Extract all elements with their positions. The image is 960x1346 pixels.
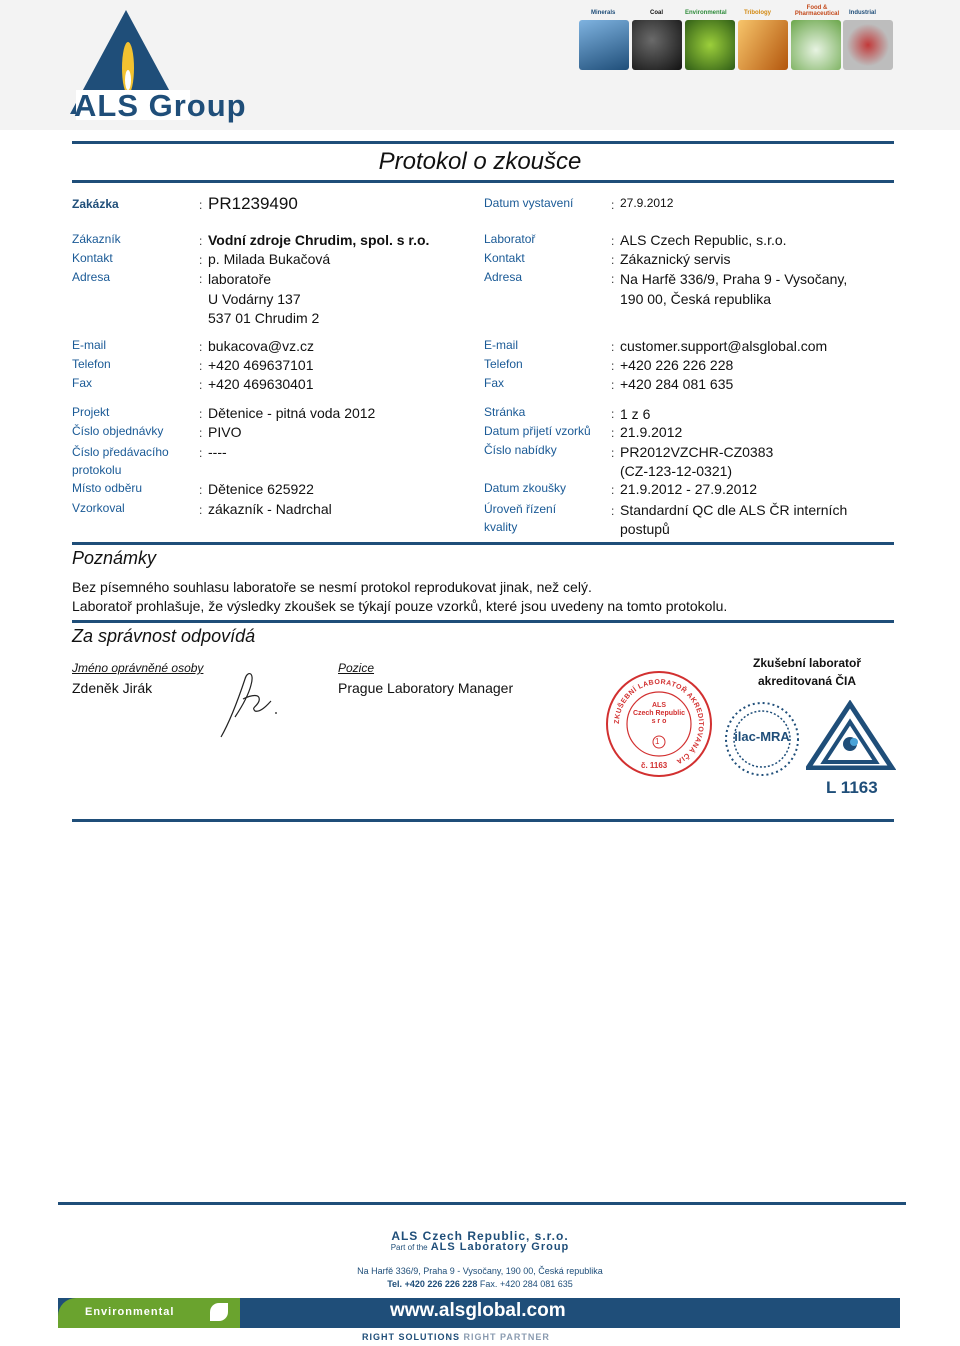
- signature-divider: [72, 819, 894, 822]
- lab-phone-label: Telefon: [484, 357, 523, 371]
- footer-slogan: [362, 1332, 550, 1342]
- stamp-center-1: ALS: [652, 702, 666, 709]
- cia-logo: [806, 700, 896, 770]
- lab-contact-label: Kontakt: [484, 251, 525, 265]
- signer-name: Zdeněk Jirák: [72, 680, 153, 696]
- offer-number-value: PR2012VZCHR-CZ0383: [620, 444, 774, 460]
- footer-address: Na Harfě 336/9, Praha 9 - Vysočany, 190 00, Česká republika: [357, 1266, 603, 1276]
- colon: :: [611, 234, 615, 248]
- responsibility-heading: Za správnost odpovídá: [72, 626, 256, 646]
- leaf-icon: [210, 1303, 228, 1321]
- address-line2: U Vodárny 137: [208, 291, 301, 307]
- notes-line-2: Laboratoř prohlašuje, že výsledky zkoušek se týkají pouze vzorků, které jsou uvedeny na tomto protokolu.: [72, 598, 728, 614]
- logo-text: ALS Group: [74, 88, 247, 123]
- contact-label: Kontakt: [72, 251, 113, 265]
- colon: :: [199, 446, 203, 460]
- slogan-part-1: RIGHT SOLUTIONS: [362, 1332, 460, 1342]
- project-value: Dětenice - pitná voda 2012: [208, 405, 376, 421]
- notes-line-1: Bez písemného souhlasu laboratoře se nesmí protokol reprodukovat jinak, než celý.: [72, 579, 592, 595]
- issue-date-value: 27.9.2012: [620, 196, 674, 210]
- order-value: PR1239490: [208, 194, 298, 213]
- notes-heading: Poznámky: [72, 548, 157, 568]
- category-food-pharma: Food & Pharmaceutical: [794, 5, 840, 17]
- colon: :: [611, 272, 615, 286]
- customer-value: Vodní zdroje Chrudim, spol. s r.o.: [208, 232, 430, 248]
- test-date-value: 21.9.2012 - 27.9.2012: [620, 481, 758, 497]
- footer-contact-line: [0, 1279, 960, 1289]
- coal-photo: [632, 20, 682, 70]
- contact-value: p. Milada Bukačová: [208, 251, 331, 267]
- sampler-label: Vzorkoval: [72, 501, 125, 515]
- food-pharma-photo: [791, 20, 841, 70]
- colon: :: [611, 426, 615, 440]
- footer-divider: [58, 1202, 906, 1205]
- project-label: Projekt: [72, 405, 110, 419]
- stamp-code: č. 1163: [641, 761, 668, 770]
- laboratory-label: Laboratoř: [484, 232, 536, 246]
- colon: :: [199, 426, 203, 440]
- lab-contact-value: Zákaznický servis: [620, 251, 731, 267]
- sampling-place-value: Dětenice 625922: [208, 481, 314, 497]
- slogan-part-2: RIGHT PARTNER: [463, 1332, 550, 1342]
- order-number-value: PIVO: [208, 424, 242, 440]
- sampling-place-label: Místo odběru: [72, 481, 143, 495]
- sampler-value: zákazník - Nadrchal: [208, 501, 332, 517]
- fax-label: Fax: [72, 376, 93, 390]
- lab-address-line2: 190 00, Česká republika: [620, 291, 771, 307]
- footer-part-of-prefix: Part of the: [390, 1243, 428, 1252]
- notes-divider: [72, 542, 894, 545]
- order-number-label: Číslo objednávky: [72, 424, 164, 438]
- fax-value: +420 469630401: [208, 376, 314, 392]
- responsibility-divider: [72, 620, 894, 623]
- als-logo: [70, 8, 310, 126]
- industrial-photo: [843, 20, 893, 70]
- colon: :: [611, 253, 615, 267]
- footer-part-of: ALS Laboratory Group: [430, 1241, 570, 1253]
- ilac-text: ilac-MRA: [734, 729, 790, 744]
- tribology-photo: [738, 20, 788, 70]
- lab-email-label: E-mail: [484, 338, 519, 352]
- handover-label-2: protokolu: [72, 463, 122, 477]
- phone-label: Telefon: [72, 357, 111, 371]
- environmental-label: Environmental: [85, 1306, 175, 1318]
- colon: :: [611, 483, 615, 497]
- colon: :: [199, 483, 203, 497]
- colon: :: [199, 198, 203, 212]
- stamp-center: [631, 702, 687, 726]
- qc-level-label: Úroveň řízení: [484, 502, 557, 516]
- offer-number-value-2: (CZ-123-12-0321): [620, 463, 733, 479]
- colon: :: [199, 234, 203, 248]
- svg-text:ZKUŠEBNÍ LABORATOŘ AKREDITOVAN: ZKUŠEBNÍ LABORATOŘ AKREDITOVANÁ ČIA: [613, 678, 705, 765]
- name-label: Jméno oprávněné osoby: [72, 661, 204, 675]
- customer-label: Zákazník: [72, 232, 121, 246]
- category-tribology: Tribology: [744, 10, 771, 16]
- qc-level-value: Standardní QC dle ALS ČR interních: [620, 502, 848, 518]
- ilac-mra-logo: [724, 701, 800, 777]
- colon: :: [199, 253, 203, 267]
- stamp-center-2: Czech Republic: [632, 710, 686, 717]
- accreditation-stamp: [605, 670, 713, 778]
- footer-tel-label: Tel.: [387, 1279, 403, 1289]
- email-value: bukacova@vz.cz: [208, 338, 315, 354]
- signature: [215, 665, 285, 740]
- colon: :: [199, 340, 203, 354]
- colon: :: [199, 359, 203, 373]
- category-coal: Coal: [650, 10, 664, 16]
- cia-triangle-icon: [806, 700, 896, 770]
- colon: :: [199, 378, 203, 392]
- category-industrial: Industrial: [849, 10, 877, 16]
- laboratory-value: ALS Czech Republic, s.r.o.: [620, 232, 787, 248]
- offer-number-label: Číslo nabídky: [484, 443, 557, 457]
- order-label: Zakázka: [72, 197, 119, 211]
- colon: :: [611, 504, 615, 518]
- environmental-photo: [685, 20, 735, 70]
- footer-fax-label: Fax.: [479, 1279, 498, 1289]
- lab-code: L 1163: [826, 778, 878, 797]
- page-label: Stránka: [484, 405, 526, 419]
- handover-label: Číslo předávacího: [72, 445, 169, 459]
- colon: :: [611, 407, 615, 421]
- footer-company: ALS Czech Republic, s.r.o.: [391, 1229, 569, 1243]
- stamp-number: 1: [655, 737, 660, 746]
- lab-address-line1: Na Harfě 336/9, Praha 9 - Vysočany,: [620, 271, 848, 287]
- minerals-photo: [579, 20, 629, 70]
- lab-phone-value: +420 226 226 228: [620, 357, 734, 373]
- phone-value: +420 469637101: [208, 357, 314, 373]
- receipt-date-value: 21.9.2012: [620, 424, 683, 440]
- test-date-label: Datum zkoušky: [484, 481, 567, 495]
- colon: :: [199, 272, 203, 286]
- page-value: 1 z 6: [620, 406, 651, 422]
- top-divider: [72, 141, 894, 144]
- document-title: Protokol o zkoušce: [378, 148, 582, 175]
- colon: :: [611, 378, 615, 392]
- website-link[interactable]: www.alsglobal.com: [390, 1300, 566, 1321]
- category-minerals: Minerals: [591, 10, 616, 16]
- lab-email-value: customer.support@alsglobal.com: [620, 338, 828, 354]
- colon: :: [611, 446, 615, 460]
- footer-tel: +420 226 226 228: [404, 1279, 478, 1289]
- issue-date-label: Datum vystavení: [484, 196, 574, 210]
- signature-icon: [215, 665, 285, 740]
- accreditation-text: [740, 654, 874, 690]
- lab-fax-value: +420 284 081 635: [620, 376, 734, 392]
- colon: :: [199, 407, 203, 421]
- address-line3: 537 01 Chrudim 2: [208, 310, 320, 326]
- position-value: Prague Laboratory Manager: [338, 680, 514, 696]
- address-label: Adresa: [72, 270, 111, 284]
- accreditation-line-2: akreditovaná ČIA: [757, 674, 857, 688]
- qc-level-label-2: kvality: [484, 520, 518, 534]
- lab-fax-label: Fax: [484, 376, 505, 390]
- colon: :: [611, 198, 615, 212]
- title-divider: [72, 180, 894, 183]
- address-line1: laboratoře: [208, 271, 272, 287]
- colon: :: [199, 503, 203, 517]
- colon: :: [611, 340, 615, 354]
- footer-part-of-line: [0, 1241, 960, 1253]
- footer-fax: +420 284 081 635: [499, 1279, 573, 1289]
- position-label: Pozice: [338, 661, 375, 675]
- handover-value: ----: [208, 444, 227, 460]
- lab-address-label: Adresa: [484, 270, 523, 284]
- email-label: E-mail: [72, 338, 107, 352]
- category-environmental: Environmental: [685, 10, 727, 16]
- accreditation-line-1: Zkušební laboratoř: [752, 656, 862, 670]
- qc-level-value-2: postupů: [620, 521, 670, 537]
- colon: :: [611, 359, 615, 373]
- stamp-center-3: s r o: [651, 718, 667, 725]
- receipt-date-label: Datum přijetí vzorků: [484, 424, 591, 438]
